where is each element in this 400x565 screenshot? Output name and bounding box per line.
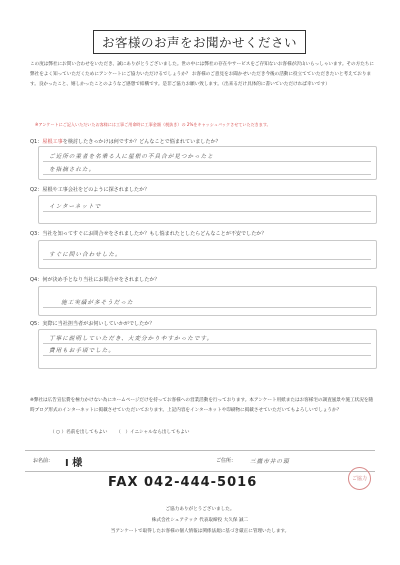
answer-box-1[interactable] — [38, 146, 377, 180]
hanko-stamp — [348, 467, 371, 490]
address-value[interactable]: 三鷹市井の頭 — [250, 459, 290, 465]
intro-text: この度は弊社にお問い合わせをいただき、誠にありがとうございました。世の中には弊社の存在やサービスをご存知ないお客様が沢山いらっしゃいます。その方たちに弊社をよく知っていただくためにアンケートにご協力いただけるでしょうか？ お客様のご意見をお聞かせいただき今後の活動に役立てていただきたいと考えております。良かったこと、嬉しかったことのようなご感想で結構です。是非ご協力お願い致します。（出来るだけ具体的に書いていただければ幸いです） — [30, 62, 374, 87]
answer-text: ご近所の業者を名乗る人に屋根の不具合が見つかったと — [49, 154, 214, 160]
answer-text: すぐに問い合わせした。 — [49, 252, 122, 258]
answer-line — [43, 355, 371, 356]
question-text: を検討したきっかけは何ですか？どんなことで悩まれていましたか？ — [62, 139, 221, 145]
answer-text: 施工実績が多そうだった — [61, 300, 134, 306]
option-initial-ok-label: イニシャルなら出してもよい — [130, 430, 190, 435]
answer-box-3[interactable] — [38, 240, 377, 269]
stamp-text: ご協力 — [351, 475, 367, 482]
answer-text: を指摘された。 — [49, 167, 96, 173]
address-label: ご住所： — [216, 458, 237, 464]
answer-line — [43, 259, 371, 260]
name-value[interactable]: I 様 — [65, 458, 83, 469]
answer-text: 丁寧に説明していただき、大変分かりやすかったです。 — [49, 336, 214, 342]
answer-line — [43, 307, 371, 308]
answer-box-2[interactable] — [38, 195, 377, 224]
option-name-ok-label: 名前を出してもよい — [66, 430, 108, 435]
consent-options — [50, 429, 190, 435]
option-name-ok-marker[interactable]: （ ○ ） — [50, 430, 67, 435]
company-text: 株式会社シェアテック 代表取締役 大久保 誠二 — [151, 518, 249, 523]
question-number: Q1： — [30, 139, 43, 145]
name-label: お名前： — [33, 458, 54, 464]
answer-line — [43, 161, 371, 162]
question-number: Q4： — [30, 277, 43, 283]
option-initial-ok-marker[interactable]: （ ） — [116, 430, 131, 435]
page-title: お客様のお声をお聞かせください — [93, 30, 306, 54]
answer-line — [43, 174, 371, 175]
fax-number: FAX 042-444-5016 — [108, 475, 258, 490]
thanks-text: ご協力ありがとうございました。 — [165, 507, 235, 512]
answer-box-5[interactable] — [38, 329, 377, 369]
question-1 — [30, 138, 221, 145]
cashback-note: ※アンケートにご記入いただいたお客様には工事ご用命時に工事金額（税抜き）の 2%をキャッシュバックさせていただきます。 — [35, 122, 271, 127]
question-4 — [30, 276, 160, 283]
answer-line — [43, 343, 371, 344]
question-5 — [30, 320, 154, 327]
privacy-text: 当アンケートで取得したお客様の個人情報は関係法規に基づき厳正に管理いたします。 — [110, 529, 290, 534]
name-address-row — [25, 450, 375, 472]
question-number: Q5： — [30, 321, 43, 327]
answer-text: 費用もお手頃でした。 — [49, 348, 115, 354]
question-text: 当社を知ってすぐにお問合せをされましたか？もし悩まれたとしたらどんなことが不安でしたか？ — [42, 231, 267, 237]
question-2 — [30, 186, 149, 193]
question-text: 屋根や工事会社をどのように探されましたか？ — [42, 187, 150, 193]
question-text: 何が決め手となり当社にお問合せをされましたか？ — [42, 277, 160, 283]
question-3 — [30, 230, 267, 237]
question-number: Q3： — [30, 231, 43, 237]
answer-box-4[interactable] — [38, 286, 377, 316]
question-highlight: 屋根工事 — [42, 139, 63, 145]
answer-line — [43, 211, 371, 212]
publication-consent-text: ※弊社は広告宣伝費を極力かけない為にホームページだけを持ってお客様への営業活動を行っております。本アンケート用紙またはお客様宅の調査風景や施工状況を随時ブログ形式のインターネットに掲載させていただいております。上記内容をインターネットや印刷物に掲載させていただいてもよろしいでしょうか？ — [30, 398, 374, 413]
answer-text: インターネットで — [49, 204, 102, 210]
question-text: 実際に当社担当者がお伺いしていかがでしたか？ — [42, 321, 155, 327]
question-number: Q2： — [30, 187, 43, 193]
